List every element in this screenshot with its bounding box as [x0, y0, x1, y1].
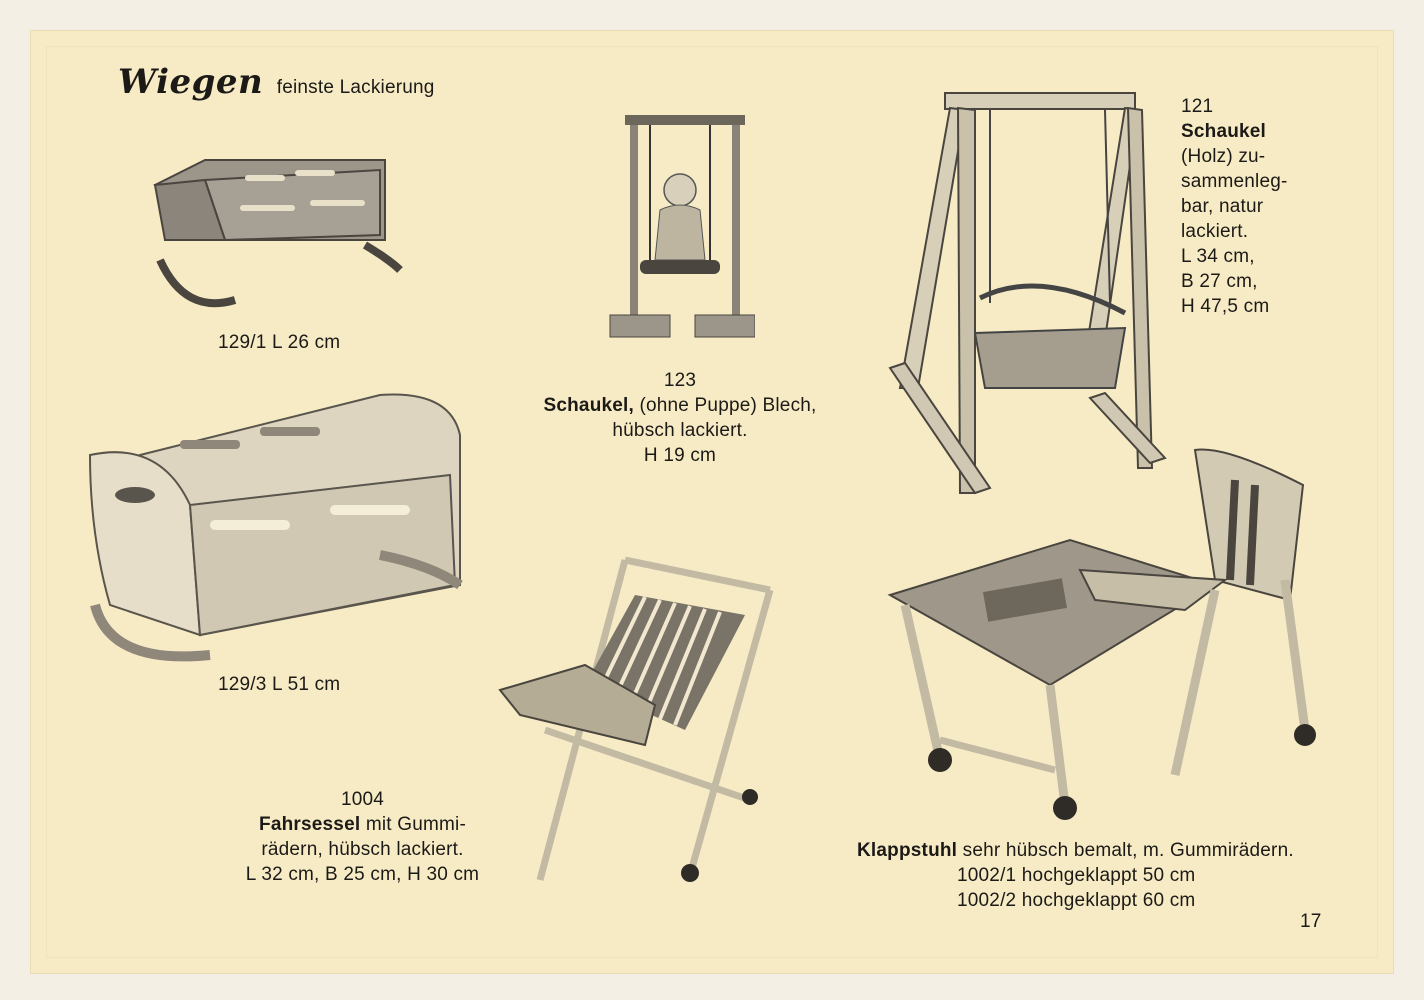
klappstuhl-desc: sehr hübsch bemalt, m. Gummirädern.	[962, 840, 1294, 861]
section-header	[118, 62, 435, 102]
klappstuhl-line1	[857, 838, 1337, 863]
metal-swing-line2: hübsch lackiert.	[612, 420, 748, 441]
wood-swing-line: B 27 cm,	[1181, 271, 1258, 292]
wood-swing-line: (Holz) zu-	[1181, 146, 1266, 167]
wood-swing-line: lackiert.	[1181, 221, 1249, 242]
wood-swing-line: bar, natur	[1181, 196, 1264, 217]
wood-swing-number: 121	[1181, 96, 1214, 117]
page-number: 17	[1300, 911, 1322, 932]
fahrsessel-line1	[225, 812, 500, 837]
klappstuhl-illustration	[885, 440, 1325, 825]
wood-swing-line: L 34 cm,	[1181, 246, 1255, 267]
section-subtitle: feinste Lackierung	[276, 77, 435, 98]
section-title: Wiegen	[118, 62, 264, 102]
fahrsessel-name: Fahrsessel	[259, 814, 361, 835]
cradle-small-caption: 129/1 L 26 cm	[218, 332, 341, 353]
fahrsessel-illustration	[495, 555, 780, 883]
fahrsessel-text	[225, 787, 500, 887]
wood-swing-illustration	[880, 88, 1170, 500]
klappstuhl-name: Klappstuhl	[857, 840, 958, 861]
fahrsessel-desc: mit Gummi-	[365, 814, 466, 835]
klappstuhl-line3: 1002/2 hochgeklappt 60 cm	[957, 890, 1196, 911]
wood-swing-line: sammenleg-	[1181, 171, 1288, 192]
metal-swing-number: 123	[663, 370, 697, 391]
metal-swing-desc: (ohne Puppe) Blech,	[639, 395, 817, 416]
metal-swing-name: Schaukel,	[543, 395, 634, 416]
fahrsessel-line3: L 32 cm, B 25 cm, H 30 cm	[245, 864, 480, 885]
klappstuhl-line2: 1002/1 hochgeklappt 50 cm	[957, 865, 1196, 886]
metal-swing-line3: H 19 cm	[643, 445, 717, 466]
metal-swing-text	[520, 368, 840, 468]
metal-swing-line1	[520, 393, 840, 418]
cradle-large-illustration	[80, 385, 465, 665]
klappstuhl-text	[857, 838, 1337, 913]
fahrsessel-number: 1004	[340, 789, 385, 810]
wood-swing-line: H 47,5 cm	[1181, 296, 1270, 317]
wood-swing-name: Schaukel	[1181, 121, 1267, 142]
metal-swing-illustration	[605, 110, 755, 350]
cradle-small-illustration	[145, 140, 410, 320]
wood-swing-text	[1181, 94, 1331, 319]
cradle-large-caption: 129/3 L 51 cm	[218, 674, 341, 695]
fahrsessel-line2: rädern, hübsch lackiert.	[261, 839, 464, 860]
